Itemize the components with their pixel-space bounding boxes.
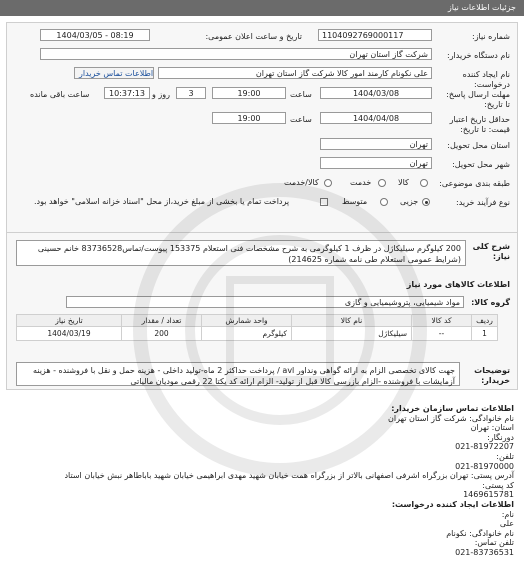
cell-name: سیلیکاژل (292, 327, 412, 341)
category-option-goods-service: کالا/خدمت (284, 178, 319, 187)
contact-org-title: اطلاعات تماس سازمان خریدار: (391, 404, 514, 413)
contact-section (8, 404, 514, 558)
remaining-label: ساعت باقی مانده (30, 90, 90, 99)
process-option-minor: جزیی (400, 197, 419, 206)
contact-fax-label: دورنگار: (487, 432, 514, 442)
buyer-label: نام دستگاه خریدار: (447, 51, 510, 60)
cell-qty: 200 (122, 327, 202, 341)
announce-label: تاریخ و ساعت اعلان عمومی: (205, 32, 302, 41)
contact-mobile: 021-83736531 (455, 547, 514, 557)
goods-group-field[interactable]: مواد شیمیایی، پتروشیمیایی و گازی (66, 296, 464, 308)
city-field[interactable]: تهران (320, 157, 432, 169)
contact-mobile-label: تلفن تماس: (474, 538, 514, 548)
col-unit: واحد شمارش (202, 315, 292, 327)
days-label: روز و (152, 90, 170, 99)
deadline-time-label: ساعت (290, 90, 312, 99)
contact-name-label: نام: (501, 509, 514, 519)
validity-date-field[interactable]: 1404/04/08 (320, 112, 432, 124)
deadline-time-field[interactable]: 19:00 (212, 87, 286, 99)
category-radio-goods[interactable] (420, 179, 428, 187)
creator-field[interactable]: علی نکونام کارمند امور کالا شرکت گاز استان تهران (158, 67, 432, 79)
buyer-notes-text: جهت کالای تخصصی الزام به ارائه گواهی ونداور avl / پرداخت حداکثر 2 ماه-تولید داخلی - هزینه حمل و نقل با فروشنده - هزینه آزمایشات با فروشنده -الزام بازرسی کالا قبل از تولید- الزام ارائه کد یکتا 22 رقمی مودیان مالیاتی (16, 362, 460, 386)
cell-code: -- (412, 327, 472, 341)
col-row: ردیف (472, 315, 498, 327)
validity-label-2: قیمت: تا تاریخ: (460, 125, 510, 134)
need-number-label: شماره نیاز: (472, 32, 510, 41)
page-title: جزئیات اطلاعات نیاز (447, 3, 516, 12)
province-field[interactable]: تهران (320, 138, 432, 150)
buyer-notes-label: توضیحات (474, 366, 510, 375)
col-code: کد کالا (412, 315, 472, 327)
contact-postal-label: کد پستی: (482, 480, 514, 490)
treasury-payment-note: پرداخت تمام یا بخشی از مبلغ خرید،از محل "اسناد خزانه اسلامی" خواهد بود. (34, 197, 290, 206)
deadline-label-1: مهلت ارسال پاسخ: (446, 90, 510, 99)
validity-time-field[interactable]: 19:00 (212, 112, 286, 124)
deadline-label-2: تا تاریخ: (484, 100, 510, 109)
announce-field[interactable]: 1404/03/05 - 08:19 (40, 29, 150, 41)
category-radio-service[interactable] (378, 179, 386, 187)
buyer-contact-button[interactable]: اطلاعات تماس خریدار (74, 67, 154, 79)
goods-table (16, 314, 498, 341)
treasury-payment-checkbox[interactable] (320, 198, 328, 206)
contact-creator-title: اطلاعات ایجاد کننده درخواست: (391, 499, 514, 509)
process-option-medium: متوسط (342, 197, 368, 206)
goods-table-header (17, 315, 498, 327)
buyer-field[interactable]: شرکت گاز استان تهران (40, 48, 432, 60)
remaining-time-field[interactable]: 10:37:13 (104, 87, 150, 99)
cell-unit: کیلوگرم (202, 327, 292, 341)
creator-label-visible: نام ایجاد کننده (462, 70, 510, 79)
process-radio-medium[interactable] (380, 198, 388, 206)
cell-row: 1 (472, 327, 498, 341)
contact-tel: 021-81970000 (455, 461, 514, 471)
category-option-service: خدمت (350, 178, 372, 187)
description-label: شرح کلی (472, 242, 510, 251)
contact-name: علی (499, 519, 514, 529)
col-name: نام کالا (292, 315, 412, 327)
days-field[interactable]: 3 (176, 87, 206, 99)
process-radio-minor[interactable] (422, 198, 430, 206)
col-date: تاریخ نیاز (17, 315, 122, 327)
province-label: استان محل تحویل: (447, 141, 510, 150)
goods-group-label: گروه کالا: (471, 298, 510, 307)
city-label: شهر محل تحویل: (452, 160, 510, 169)
category-option-goods: کالا (398, 178, 409, 187)
contact-address: آدرس پستی: تهران بزرگراه اشرفی اصفهانی بالاتر از بزرگراه همت خیابان شهید مهدی ابراهیمی خیابان شهید باباطاهر نبش خیابان استاد (64, 471, 514, 481)
contact-postal: 1469615781 (463, 490, 514, 500)
description-text: 200 کیلوگرم سیلیکاژل در ظرف 1 کیلوگرمی به شرح مشخصات فنی استعلام 153375 پیوست/تماس83736528 خانم حسینی (شرایط عمومی استعلام طی نامه شماره 214625) (16, 240, 466, 266)
contact-family: نام خانوادگی: نکونام (446, 528, 514, 538)
deadline-date-field[interactable]: 1404/03/08 (320, 87, 432, 99)
validity-time-label: ساعت (290, 115, 312, 124)
buyer-notes-label-2: خریدار: (481, 376, 510, 385)
need-number-field[interactable]: 1104092769000117 (318, 29, 432, 41)
table-row[interactable] (17, 327, 498, 341)
col-qty: تعداد / مقدار (122, 315, 202, 327)
creator-label-2: درخواست: (474, 80, 510, 89)
validity-label-1: حداقل تاریخ اعتبار (449, 115, 510, 124)
process-label: نوع فرآیند خرید: (456, 198, 510, 207)
goods-section-title: اطلاعات کالاهای مورد نیاز (406, 280, 510, 289)
category-radio-goods-service[interactable] (324, 179, 332, 187)
description-label-2: نیاز: (492, 252, 510, 261)
contact-fax: 021-81972207 (455, 442, 514, 452)
category-label: طبقه بندی موضوعی: (439, 179, 510, 188)
cell-date: 1404/03/19 (17, 327, 122, 341)
page-header (0, 0, 524, 16)
contact-tel-label: تلفن: (496, 451, 514, 461)
contact-org: نام خانوادگی: شرکت گاز استان تهران (388, 413, 514, 423)
contact-province: استان: تهران (470, 423, 514, 433)
